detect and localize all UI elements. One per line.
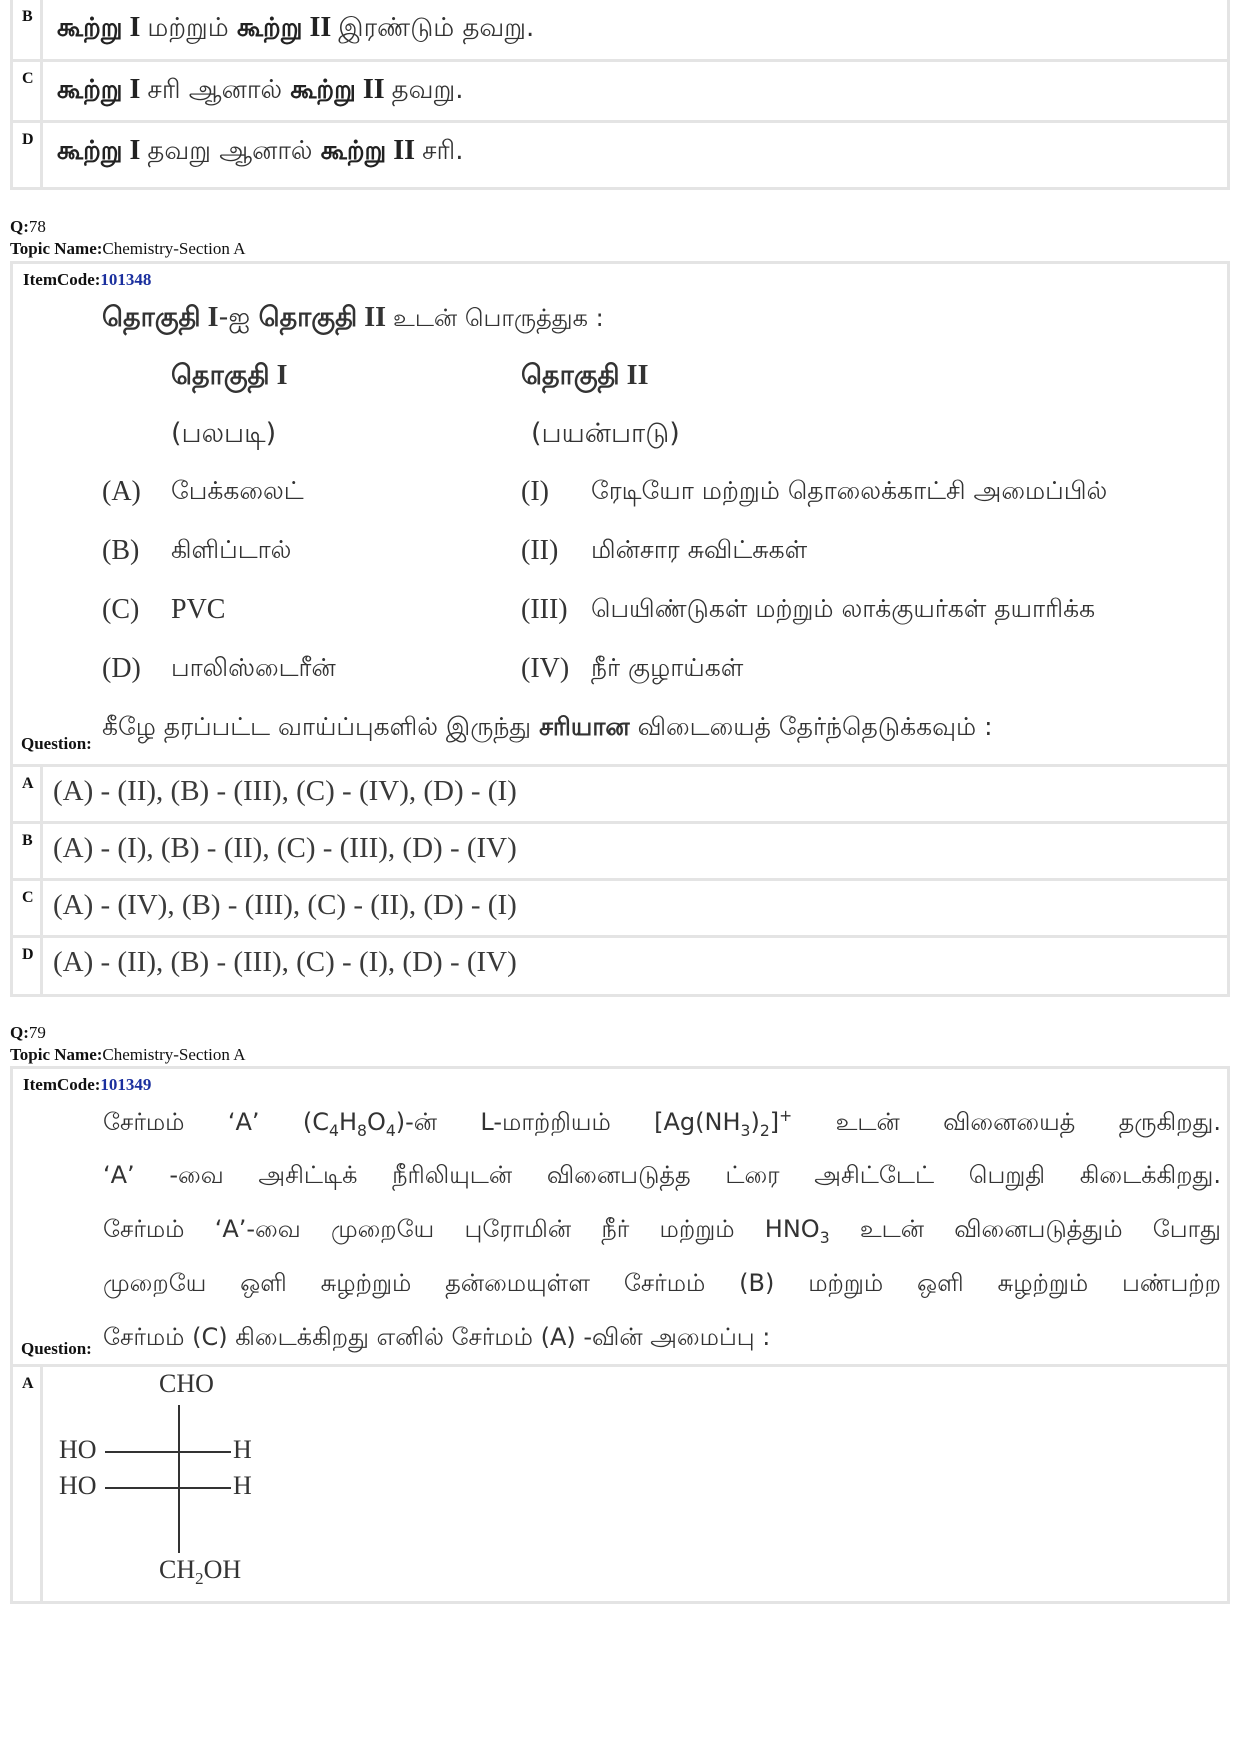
q79-header: [10, 1022, 245, 1066]
row-d-item: பாலிஸ்டைரீன்: [171, 653, 336, 682]
q77-option-d[interactable]: [13, 123, 1227, 187]
row-b-item: கிளிப்டால்: [171, 535, 292, 564]
option-letter: C: [22, 70, 34, 87]
column-2-subtitle: (பயன்பாடு): [531, 418, 680, 449]
q77-option-b[interactable]: [13, 0, 1227, 62]
q78-option-c[interactable]: [13, 881, 1227, 938]
q78-question-body: [13, 264, 1227, 767]
row-d-use: நீர் குழாய்கள்: [591, 653, 744, 682]
q79-option-a[interactable]: [13, 1367, 1227, 1601]
row-a-roman: (I): [521, 476, 549, 507]
row-c-item: PVC: [171, 594, 226, 625]
item-code: ItemCode:101348: [23, 270, 152, 289]
fischer-projection: [53, 1367, 313, 1597]
row-a-use: ரேடியோ மற்றும் தொலைக்காட்சி அமைப்பில்: [591, 476, 1108, 505]
option-text: (A) - (IV), (B) - (III), (C) - (II), (D) - (I): [53, 889, 517, 921]
option-text: (A) - (II), (B) - (III), (C) - (I), (D) - (IV): [53, 946, 517, 978]
question-number: Q:78: [10, 217, 46, 236]
question-line-2: ‘A’ -வை அசிட்டிக் நீரிலியுடன் வினைபடுத்த ட்ரை அசிட்டேட் பெறுதி கிடைக்கிறது.: [103, 1161, 1221, 1189]
question-line-1: சேர்மம் ‘A’ $(C_4H_8O_4)-ன்$ L-மாற்றியம் $[Ag(NH_3)_2]^+$ உடன் வினையைத் தருகிறது.: [103, 1107, 1221, 1140]
option-letter: C: [22, 889, 34, 906]
divider: [40, 0, 43, 59]
row-c-label: (C): [102, 594, 140, 625]
row-a-label: (A): [102, 476, 141, 507]
fischer-right-1: H: [233, 1435, 252, 1464]
question-prompt: கீழே தரப்பட்ட வாய்ப்புகளில் இருந்து சரியான விடையைத் தேர்ந்தெடுக்கவும் :: [102, 712, 993, 741]
q78-option-b[interactable]: [13, 824, 1227, 881]
option-letter: B: [22, 8, 33, 25]
divider: [40, 881, 43, 935]
q78-header: [10, 216, 245, 260]
question-number: Q:79: [10, 1023, 46, 1042]
option-letter: B: [22, 832, 33, 849]
divider: [40, 824, 43, 878]
row-d-roman: (IV): [521, 653, 570, 684]
question-line-4: முறையே ஒளி சுழற்றும் தன்மையுள்ள சேர்மம் (B) மற்றும் ஒளி சுழற்றும் பண்பற்ற: [103, 1269, 1221, 1297]
question-line-3: சேர்மம் ‘A’-வை முறையே புரோமின் நீர் மற்றும் $HNO_3$ உடன் வினைபடுத்தும் போது: [103, 1215, 1221, 1247]
question-label: Question:: [21, 1339, 92, 1358]
fischer-bottom: $CH_2OH$: [159, 1555, 242, 1589]
option-text: கூற்று I மற்றும் கூற்று II இரண்டும் தவறு.: [57, 12, 535, 43]
divider: [40, 123, 43, 187]
row-d-label: (D): [102, 653, 141, 684]
option-letter: A: [22, 1375, 34, 1392]
q78-question-panel: [10, 261, 1230, 997]
option-letter: A: [22, 775, 34, 792]
topic-name: Topic Name:Chemistry-Section A: [10, 239, 246, 258]
row-c-use: பெயிண்டுகள் மற்றும் லாக்குயர்கள் தயாரிக்க: [591, 594, 1096, 623]
match-instruction: தொகுதி I-ஐ தொகுதி II உடன் பொருத்துக :: [102, 302, 604, 333]
q77-option-c[interactable]: [13, 62, 1227, 123]
option-text: (A) - (II), (B) - (III), (C) - (IV), (D) - (I): [53, 775, 517, 807]
divider: [40, 1367, 43, 1601]
q79-question-body: [13, 1069, 1227, 1367]
fischer-right-2: H: [233, 1471, 252, 1500]
q78-option-d[interactable]: [13, 938, 1227, 994]
divider: [40, 938, 43, 994]
q79-question-panel: [10, 1066, 1230, 1604]
q77-options-panel: [10, 0, 1230, 190]
option-text: கூற்று I தவறு ஆனால் கூற்று II சரி.: [57, 135, 464, 166]
divider: [40, 62, 43, 120]
row-c-roman: (III): [521, 594, 568, 625]
question-line-5: சேர்மம் (C) கிடைக்கிறது எனில் சேர்மம் (A) -வின் அமைப்பு :: [103, 1323, 771, 1351]
option-text: கூற்று I சரி ஆனால் கூற்று II தவறு.: [57, 74, 464, 105]
fischer-top: CHO: [159, 1369, 214, 1398]
item-code: ItemCode:101349: [23, 1075, 152, 1094]
row-a-item: பேக்கலைட்: [171, 476, 304, 505]
divider: [40, 767, 43, 821]
column-2-title: தொகுதி II: [521, 360, 649, 391]
option-letter: D: [22, 131, 34, 148]
topic-name: Topic Name:Chemistry-Section A: [10, 1045, 246, 1064]
row-b-label: (B): [102, 535, 140, 566]
q78-option-a[interactable]: [13, 767, 1227, 824]
fischer-left-2: HO: [59, 1471, 97, 1500]
fischer-left-1: HO: [59, 1435, 97, 1464]
question-label: Question:: [21, 734, 92, 753]
row-b-roman: (II): [521, 535, 559, 566]
option-letter: D: [22, 946, 34, 963]
option-text: (A) - (I), (B) - (II), (C) - (III), (D) - (IV): [53, 832, 517, 864]
column-1-subtitle: (பலபடி): [171, 418, 277, 449]
row-b-use: மின்சார சுவிட்சுகள்: [591, 535, 808, 564]
column-1-title: தொகுதி I: [171, 360, 288, 391]
